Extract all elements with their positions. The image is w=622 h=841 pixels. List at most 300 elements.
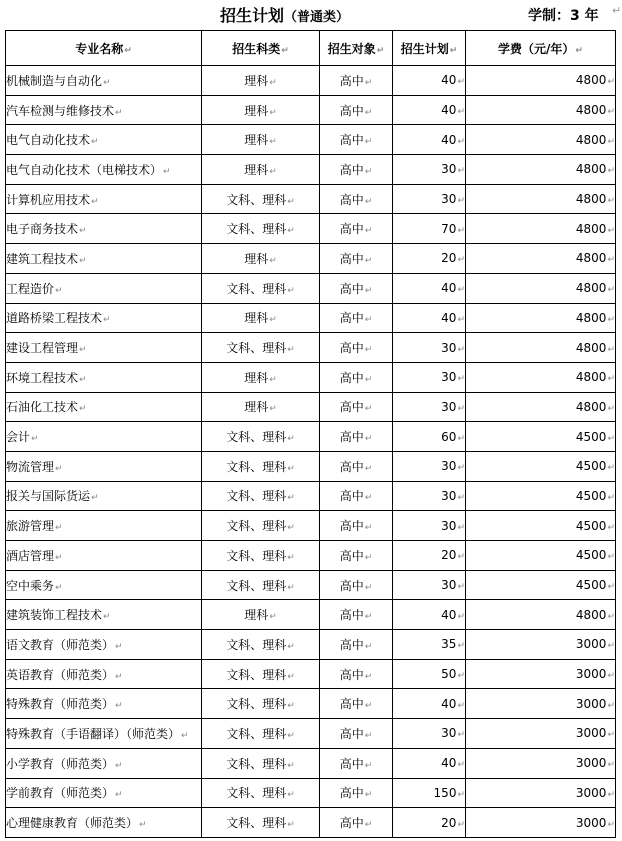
cell-quota: 30↵ [393,333,466,363]
paragraph-mark: ↵ [287,701,295,712]
table-row [6,214,616,244]
cell-target: 高中↵ [320,511,393,541]
cell-target: 高中↵ [320,748,393,778]
paragraph-mark: ↵ [55,523,63,534]
paragraph-mark: ↵ [79,374,87,385]
paragraph-mark: ↵ [364,552,373,563]
cell-fee: 3000↵ [466,719,616,749]
table-row [6,719,616,749]
paragraph-mark: ↵ [607,522,615,533]
table-row [6,95,616,125]
title-bar [0,0,622,30]
paragraph-mark: ↵ [607,819,615,830]
cell-major: 环境工程技术↵ [6,362,202,392]
paragraph-mark: ↵ [607,344,615,355]
cell-subject: 文科、理科↵ [202,719,320,749]
cell-major: 物流管理↵ [6,451,202,481]
paragraph-mark: ↵ [457,285,465,296]
title-main: 招生计划 [220,6,285,25]
paragraph-mark: ↵ [287,285,295,296]
page-title [220,3,349,26]
cell-subject: 文科、理科↵ [202,422,320,452]
paragraph-mark: ↵ [457,671,465,682]
paragraph-mark: ↵ [364,196,373,207]
paragraph-mark: ↵ [364,701,373,712]
table-header [6,31,616,66]
cell-fee: 4800↵ [466,244,616,274]
cell-quota: 40↵ [393,600,466,630]
cell-subject: 文科、理科↵ [202,481,320,511]
paragraph-mark: ↵ [287,820,295,831]
cell-subject: 理科↵ [202,362,320,392]
cell-target: 高中↵ [320,303,393,333]
cell-quota: 30↵ [393,719,466,749]
cell-major: 酒店管理↵ [6,541,202,571]
cell-major: 小学教育（师范类）↵ [6,748,202,778]
paragraph-mark: ↵ [269,255,277,266]
table-row [6,392,616,422]
table-row [6,155,616,185]
paragraph-mark: ↵ [55,285,63,296]
cell-subject: 理科↵ [202,392,320,422]
paragraph-mark: ↵ [79,345,87,356]
paragraph-mark: ↵ [607,611,615,622]
cell-quota: 40↵ [393,303,466,333]
cell-major: 工程造价↵ [6,273,202,303]
cell-quota: 20↵ [393,808,466,838]
cell-fee: 4800↵ [466,214,616,244]
cell-fee: 3000↵ [466,659,616,689]
paragraph-mark: ↵ [269,137,277,148]
cell-quota: 40↵ [393,748,466,778]
paragraph-mark: ↵ [607,285,615,296]
table-row [6,125,616,155]
paragraph-mark: ↵ [607,671,615,682]
paragraph-mark: ↵ [607,433,615,444]
cell-major: 建筑工程技术↵ [6,244,202,274]
paragraph-mark: ↵ [269,315,277,326]
paragraph-mark: ↵ [607,225,615,236]
cell-subject: 文科、理科↵ [202,570,320,600]
paragraph-mark: ↵ [364,226,373,237]
cell-quota: 30↵ [393,155,466,185]
paragraph-mark: ↵ [612,4,622,17]
table-row [6,422,616,452]
cell-quota: 20↵ [393,244,466,274]
table-row [6,511,616,541]
cell-subject: 文科、理科↵ [202,748,320,778]
cell-subject: 理科↵ [202,303,320,333]
paragraph-mark: ↵ [607,730,615,741]
paragraph-mark: ↵ [287,730,295,741]
paragraph-mark: ↵ [364,345,373,356]
paragraph-mark: ↵ [115,701,123,712]
cell-subject: 理科↵ [202,155,320,185]
paragraph-mark: ↵ [607,107,615,118]
cell-quota: 40↵ [393,689,466,719]
paragraph-mark: ↵ [364,434,373,445]
cell-fee: 4500↵ [466,481,616,511]
cell-target: 高中↵ [320,333,393,363]
table-row [6,481,616,511]
cell-fee: 4800↵ [466,95,616,125]
cell-subject: 文科、理科↵ [202,630,320,660]
paragraph-mark: ↵ [269,77,277,88]
cell-quota: 40↵ [393,273,466,303]
table-row [6,630,616,660]
cell-subject: 文科、理科↵ [202,689,320,719]
cell-quota: 40↵ [393,66,466,96]
cell-major: 电气自动化技术↵ [6,125,202,155]
paragraph-mark: ↵ [364,820,373,831]
cell-quota: 30↵ [393,362,466,392]
paragraph-mark: ↵ [457,611,465,622]
cell-major: 心理健康教育（师范类）↵ [6,808,202,838]
paragraph-mark: ↵ [457,789,465,800]
paragraph-mark: ↵ [79,226,87,237]
table-row [6,808,616,838]
cell-target: 高中↵ [320,125,393,155]
table-row [6,541,616,571]
paragraph-mark: ↵ [607,166,615,177]
cell-quota: 35↵ [393,630,466,660]
cell-fee: 3000↵ [466,748,616,778]
cell-target: 高中↵ [320,244,393,274]
paragraph-mark: ↵ [79,255,87,266]
paragraph-mark: ↵ [457,255,465,266]
paragraph-mark: ↵ [287,552,295,563]
cell-target: 高中↵ [320,451,393,481]
cell-target: 高中↵ [320,778,393,808]
cell-quota: 30↵ [393,451,466,481]
cell-target: 高中↵ [320,155,393,185]
paragraph-mark: ↵ [269,404,277,415]
paragraph-mark: ↵ [139,820,147,831]
cell-major: 特殊教育（师范类）↵ [6,689,202,719]
paragraph-mark: ↵ [457,522,465,533]
paragraph-mark: ↵ [287,523,295,534]
cell-subject: 文科、理科↵ [202,511,320,541]
cell-target: 高中↵ [320,481,393,511]
paragraph-mark: ↵ [457,492,465,503]
cell-quota: 30↵ [393,570,466,600]
cell-quota: 30↵ [393,481,466,511]
cell-target: 高中↵ [320,570,393,600]
cell-quota: 30↵ [393,511,466,541]
cell-major: 学前教育（师范类）↵ [6,778,202,808]
paragraph-mark: ↵ [91,196,99,207]
table-row [6,184,616,214]
cell-fee: 4800↵ [466,303,616,333]
header-row [6,31,616,66]
paragraph-mark: ↵ [457,77,465,88]
cell-target: 高中↵ [320,362,393,392]
paragraph-mark: ↵ [55,552,63,563]
paragraph-mark: ↵ [364,730,373,741]
paragraph-mark: ↵ [364,404,373,415]
cell-subject: 文科、理科↵ [202,184,320,214]
table-body [6,66,616,838]
paragraph-mark: ↵ [457,344,465,355]
paragraph-mark: ↵ [287,196,295,207]
cell-quota: 30↵ [393,184,466,214]
cell-fee: 4800↵ [466,362,616,392]
cell-target: 高中↵ [320,392,393,422]
cell-target: 高中↵ [320,659,393,689]
paragraph-mark: ↵ [457,107,465,118]
paragraph-mark: ↵ [91,493,99,504]
paragraph-mark: ↵ [115,790,123,801]
paragraph-mark: ↵ [269,374,277,385]
cell-quota: 50↵ [393,659,466,689]
cell-target: 高中↵ [320,541,393,571]
cell-major: 计算机应用技术↵ [6,184,202,214]
paragraph-mark: ↵ [457,196,465,207]
paragraph-mark: ↵ [457,374,465,385]
cell-fee: 4800↵ [466,184,616,214]
cell-fee: 3000↵ [466,630,616,660]
table-row [6,748,616,778]
paragraph-mark: ↵ [287,345,295,356]
paragraph-mark: ↵ [55,582,63,593]
cell-target: 高中↵ [320,719,393,749]
cell-major: 建设工程管理↵ [6,333,202,363]
cell-major: 电气自动化技术（电梯技术）↵ [6,155,202,185]
cell-major: 建筑装饰工程技术↵ [6,600,202,630]
cell-target: 高中↵ [320,689,393,719]
paragraph-mark: ↵ [607,77,615,88]
table-row [6,303,616,333]
paragraph-mark: ↵ [607,255,615,266]
paragraph-mark: ↵ [364,760,373,771]
paragraph-mark: ↵ [457,314,465,325]
paragraph-mark: ↵ [364,671,373,682]
cell-quota: 70↵ [393,214,466,244]
table-row [6,66,616,96]
table-row [6,451,616,481]
cell-quota: 20↵ [393,541,466,571]
column-header-target: 招生对象↵ [320,31,393,66]
table-row [6,244,616,274]
cell-fee: 3000↵ [466,808,616,838]
paragraph-mark: ↵ [364,612,373,623]
paragraph-mark: ↵ [364,493,373,504]
cell-target: 高中↵ [320,184,393,214]
cell-subject: 文科、理科↵ [202,333,320,363]
table-row [6,600,616,630]
paragraph-mark: ↵ [287,671,295,682]
cell-target: 高中↵ [320,214,393,244]
cell-quota: 40↵ [393,125,466,155]
paragraph-mark: ↵ [115,760,123,771]
paragraph-mark: ↵ [287,790,295,801]
cell-fee: 4800↵ [466,125,616,155]
cell-subject: 文科、理科↵ [202,659,320,689]
paragraph-mark: ↵ [103,315,111,326]
cell-target: 高中↵ [320,95,393,125]
cell-fee: 4500↵ [466,570,616,600]
paragraph-mark: ↵ [364,315,373,326]
paragraph-mark: ↵ [457,463,465,474]
cell-major: 特殊教育（手语翻译）（师范类）↵ [6,719,202,749]
cell-target: 高中↵ [320,600,393,630]
cell-subject: 文科、理科↵ [202,778,320,808]
table-row [6,333,616,363]
column-header-quota: 招生计划↵ [393,31,466,66]
paragraph-mark: ↵ [607,136,615,147]
cell-major: 英语教育（师范类）↵ [6,659,202,689]
cell-subject: 理科↵ [202,244,320,274]
paragraph-mark: ↵ [364,463,373,474]
cell-quota: 40↵ [393,95,466,125]
cell-fee: 4500↵ [466,451,616,481]
cell-target: 高中↵ [320,66,393,96]
paragraph-mark: ↵ [457,819,465,830]
paragraph-mark: ↵ [607,463,615,474]
cell-subject: 理科↵ [202,600,320,630]
cell-major: 空中乘务↵ [6,570,202,600]
paragraph-mark: ↵ [103,612,111,623]
cell-major: 汽车检测与维修技术↵ [6,95,202,125]
table-row [6,362,616,392]
paragraph-mark: ↵ [364,582,373,593]
paragraph-mark: ↵ [457,403,465,414]
paragraph-mark: ↵ [115,641,123,652]
cell-fee: 4800↵ [466,392,616,422]
cell-subject: 理科↵ [202,66,320,96]
cell-subject: 文科、理科↵ [202,808,320,838]
cell-fee: 4500↵ [466,511,616,541]
paragraph-mark: ↵ [607,700,615,711]
paragraph-mark: ↵ [181,730,189,741]
paragraph-mark: ↵ [607,582,615,593]
paragraph-mark: ↵ [607,492,615,503]
paragraph-mark: ↵ [457,136,465,147]
cell-target: 高中↵ [320,630,393,660]
paragraph-mark: ↵ [364,77,373,88]
paragraph-mark: ↵ [457,433,465,444]
paragraph-mark: ↵ [103,77,111,88]
cell-fee: 4500↵ [466,422,616,452]
paragraph-mark: ↵ [55,463,63,474]
cell-major: 旅游管理↵ [6,511,202,541]
column-header-major: 专业名称↵ [6,31,202,66]
table-row [6,570,616,600]
cell-quota: 30↵ [393,392,466,422]
column-header-subject: 招生科类↵ [202,31,320,66]
paragraph-mark: ↵ [31,434,39,445]
paragraph-mark: ↵ [607,641,615,652]
cell-fee: 4800↵ [466,333,616,363]
paragraph-mark: ↵ [457,582,465,593]
cell-fee: 4800↵ [466,273,616,303]
cell-fee: 3000↵ [466,778,616,808]
cell-subject: 文科、理科↵ [202,541,320,571]
cell-major: 报关与国际货运↵ [6,481,202,511]
cell-subject: 文科、理科↵ [202,214,320,244]
paragraph-mark: ↵ [364,107,373,118]
paragraph-mark: ↵ [607,196,615,207]
paragraph-mark: ↵ [364,255,373,266]
paragraph-mark: ↵ [287,760,295,771]
table-row [6,689,616,719]
paragraph-mark: ↵ [269,166,277,177]
cell-major: 语文教育（师范类）↵ [6,630,202,660]
paragraph-mark: ↵ [269,612,277,623]
cell-target: 高中↵ [320,808,393,838]
cell-major: 道路桥梁工程技术↵ [6,303,202,333]
title-sub: （普通类） [284,10,350,25]
paragraph-mark: ↵ [457,641,465,652]
paragraph-mark: ↵ [607,374,615,385]
paragraph-mark: ↵ [91,137,99,148]
cell-subject: 文科、理科↵ [202,451,320,481]
paragraph-mark: ↵ [364,285,373,296]
duration-label: 学制：3 年 [528,8,599,24]
column-header-fee: 学费（元/年）↵ [466,31,616,66]
cell-fee: 4500↵ [466,541,616,571]
cell-quota: 60↵ [393,422,466,452]
cell-major: 石油化工技术↵ [6,392,202,422]
paragraph-mark: ↵ [607,789,615,800]
cell-major: 电子商务技术↵ [6,214,202,244]
cell-fee: 4800↵ [466,600,616,630]
paragraph-mark: ↵ [364,374,373,385]
paragraph-mark: ↵ [287,463,295,474]
cell-major: 机械制造与自动化↵ [6,66,202,96]
paragraph-mark: ↵ [457,700,465,711]
paragraph-mark: ↵ [287,493,295,504]
paragraph-mark: ↵ [607,552,615,563]
cell-target: 高中↵ [320,273,393,303]
cell-subject: 理科↵ [202,95,320,125]
paragraph-mark: ↵ [364,137,373,148]
cell-subject: 理科↵ [202,125,320,155]
cell-fee: 4800↵ [466,155,616,185]
paragraph-mark: ↵ [364,166,373,177]
cell-subject: 文科、理科↵ [202,273,320,303]
cell-major: 会计↵ [6,422,202,452]
table-row [6,778,616,808]
cell-fee: 3000↵ [466,689,616,719]
paragraph-mark: ↵ [607,760,615,771]
paragraph-mark: ↵ [79,404,87,415]
cell-fee: 4800↵ [466,66,616,96]
paragraph-mark: ↵ [287,582,295,593]
table-row [6,659,616,689]
table-row [6,273,616,303]
paragraph-mark: ↵ [269,107,277,118]
paragraph-mark: ↵ [115,107,123,118]
paragraph-mark: ↵ [457,166,465,177]
paragraph-mark: ↵ [457,730,465,741]
paragraph-mark: ↵ [115,671,123,682]
paragraph-mark: ↵ [607,403,615,414]
paragraph-mark: ↵ [364,641,373,652]
cell-target: 高中↵ [320,422,393,452]
enrollment-plan-table [5,30,616,838]
paragraph-mark: ↵ [457,760,465,771]
paragraph-mark: ↵ [457,225,465,236]
paragraph-mark: ↵ [364,523,373,534]
paragraph-mark: ↵ [287,434,295,445]
paragraph-mark: ↵ [457,552,465,563]
paragraph-mark: ↵ [607,314,615,325]
paragraph-mark: ↵ [364,790,373,801]
paragraph-mark: ↵ [287,226,295,237]
paragraph-mark: ↵ [287,641,295,652]
paragraph-mark: ↵ [163,166,171,177]
